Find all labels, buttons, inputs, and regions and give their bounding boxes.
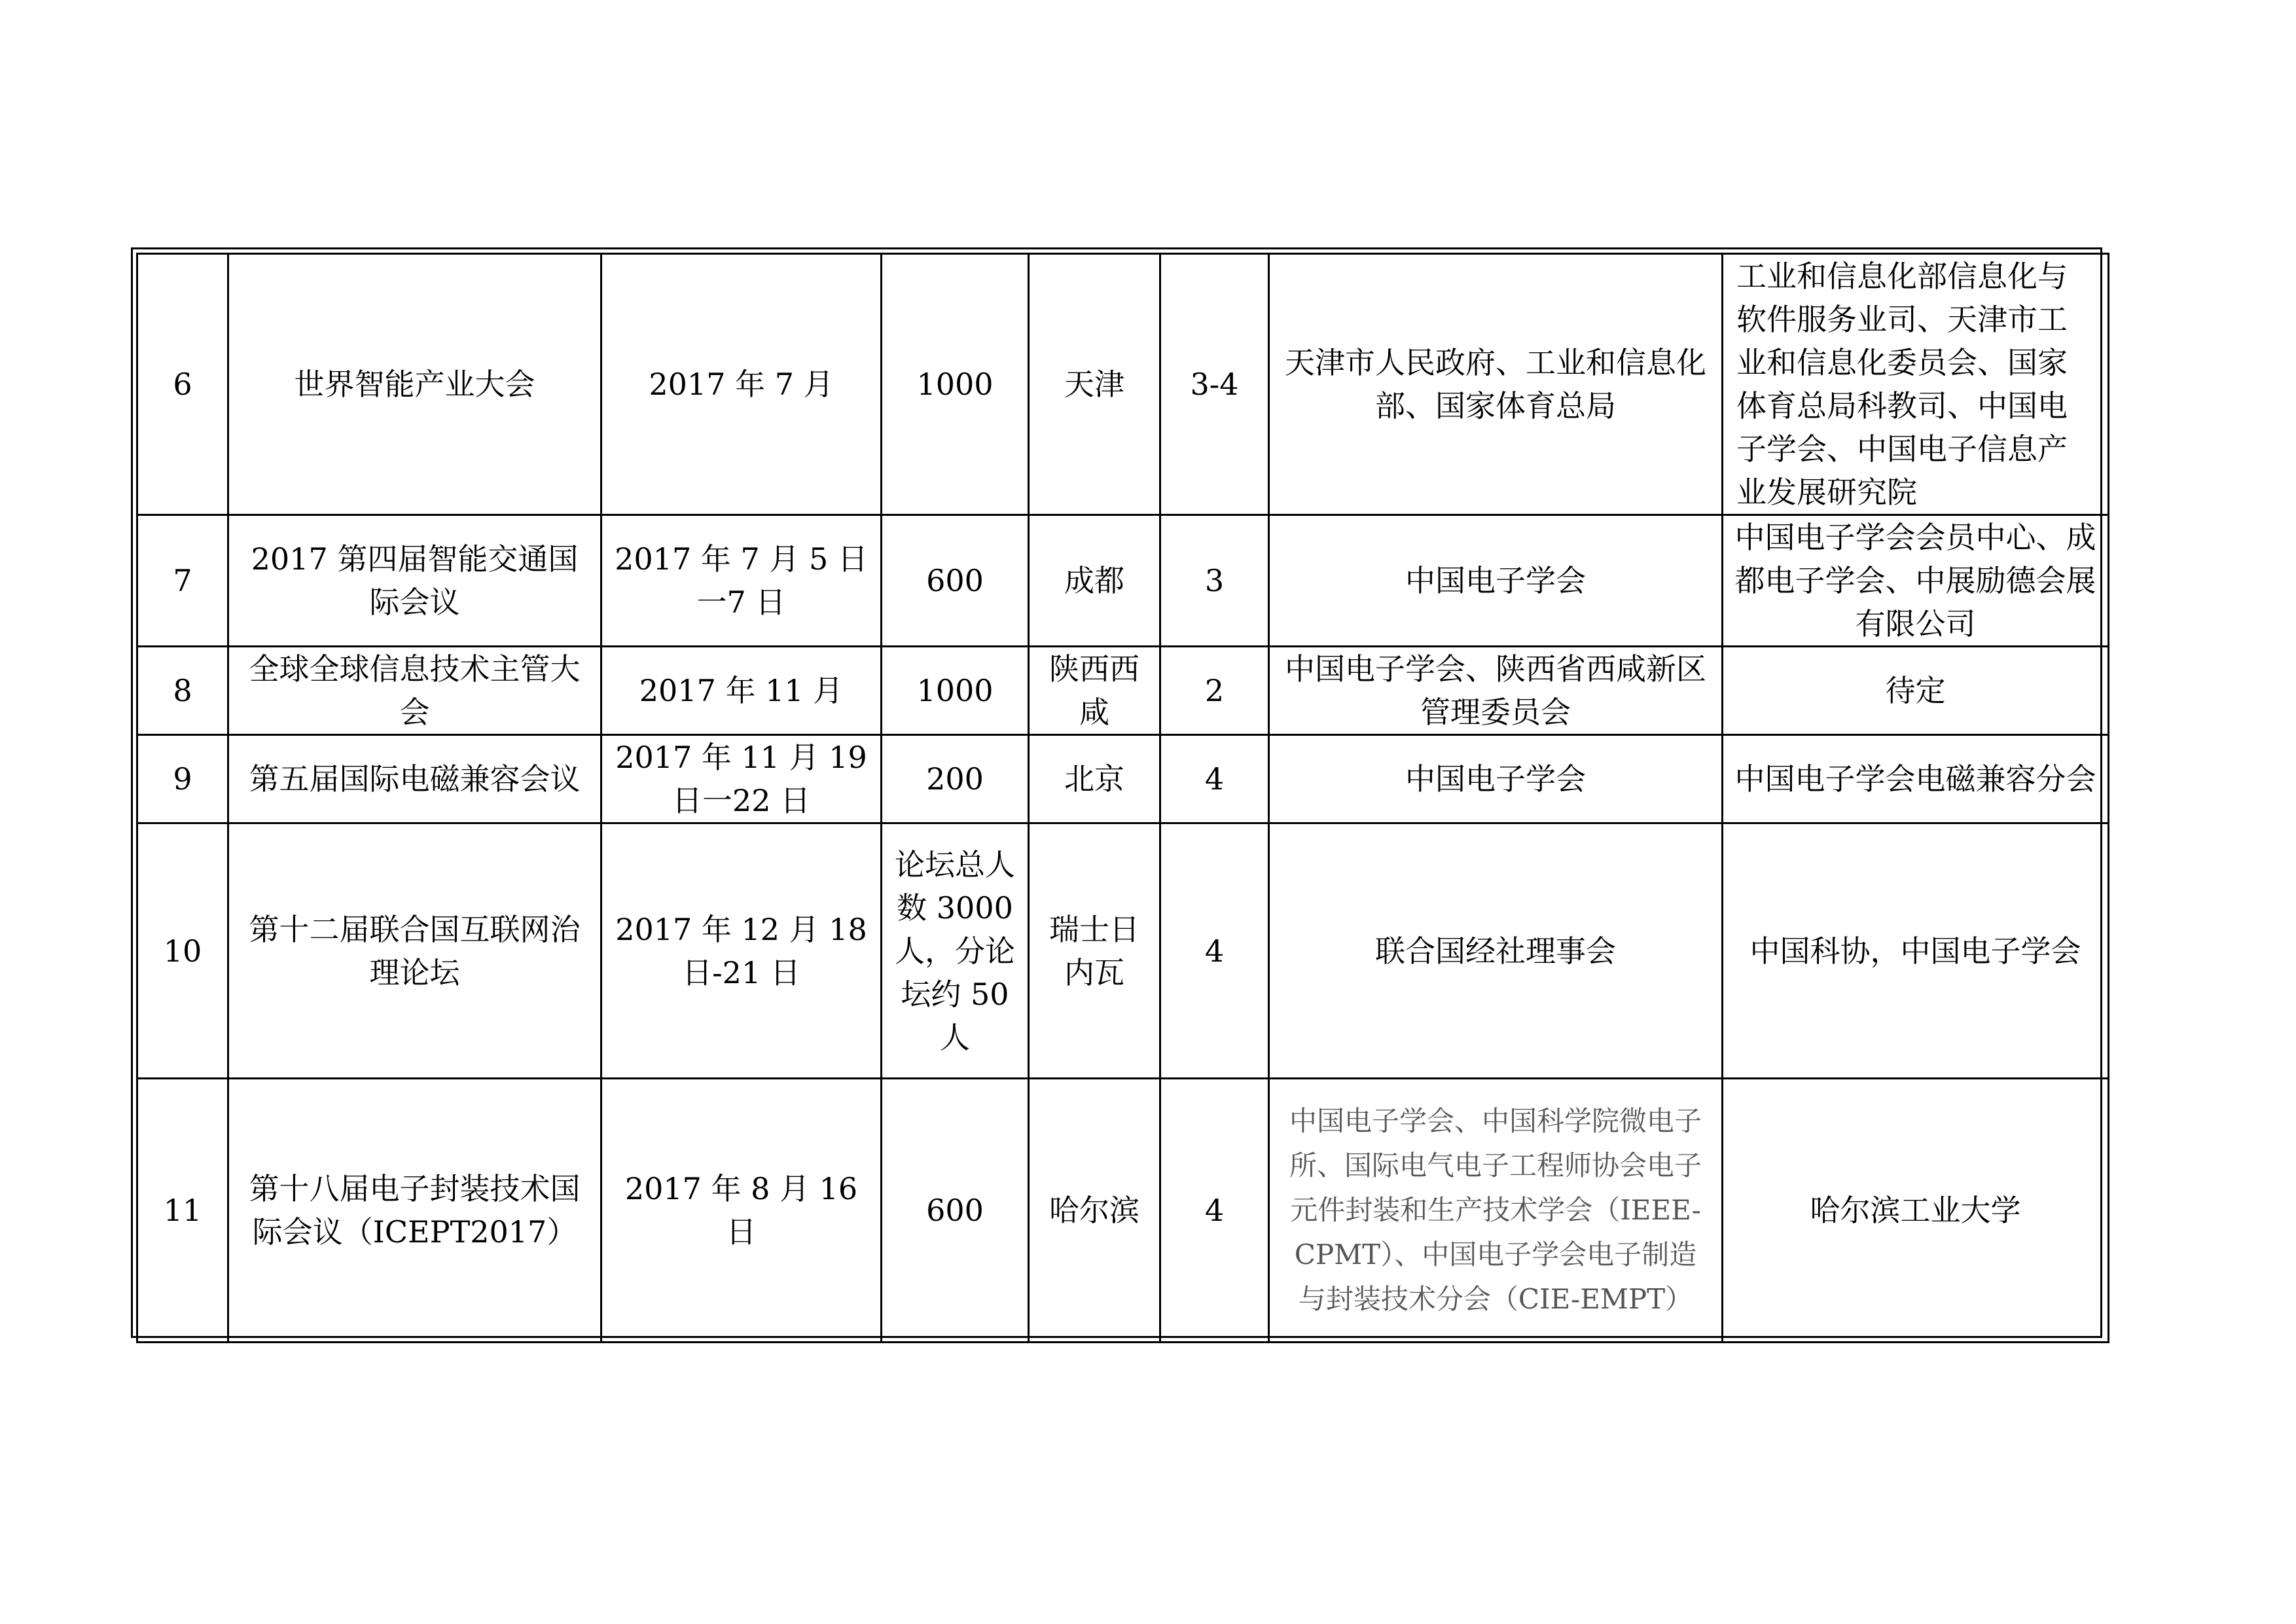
table-row [137,647,2109,735]
conference-time: 2017 年 11 月 19 日一22 日 [601,735,882,823]
conference-time: 2017 年 7 月 5 日一7 日 [601,515,882,647]
conference-name: 第十二届联合国互联网治理论坛 [228,823,601,1079]
conference-time: 2017 年 7 月 [601,254,882,515]
conference-organizer: 中国电子学会会员中心、成都电子学会、中展励德会展有限公司 [1723,515,2109,647]
table-row [137,823,2109,1079]
conference-scale: 600 [882,1079,1029,1343]
conference-scale: 600 [882,515,1029,647]
row-number: 7 [137,515,228,647]
table-row [137,254,2109,515]
conference-name: 第十八届电子封装技术国际会议（ICEPT2017） [228,1079,601,1343]
conference-organizer: 中国电子学会电磁兼容分会 [1723,735,2109,823]
row-number: 11 [137,1079,228,1343]
conference-scale: 1000 [882,254,1029,515]
row-number: 10 [137,823,228,1079]
row-number: 9 [137,735,228,823]
conference-scale: 1000 [882,647,1029,735]
conference-scale: 200 [882,735,1029,823]
conference-host: 中国电子学会、中国科学院微电子所、国际电气电子工程师协会电子元件封装和生产技术学会（IEEE-CPMT）、中国电子学会电子制造与封装技术分会（CIE-EMPT） [1269,1079,1723,1343]
conference-time: 2017 年 11 月 [601,647,882,735]
conference-host: 中国电子学会 [1269,515,1723,647]
conference-days: 4 [1160,823,1269,1079]
conference-organizer: 哈尔滨工业大学 [1723,1079,2109,1343]
conference-name: 2017 第四届智能交通国际会议 [228,515,601,647]
conference-time: 2017 年 12 月 18 日-21 日 [601,823,882,1079]
table-row [137,1079,2109,1343]
conference-days: 4 [1160,1079,1269,1343]
conference-place: 北京 [1029,735,1160,823]
conference-place: 哈尔滨 [1029,1079,1160,1343]
row-number: 6 [137,254,228,515]
conference-place: 陕西西咸 [1029,647,1160,735]
conference-days: 3-4 [1160,254,1269,515]
conference-organizer: 工业和信息化部信息化与软件服务业司、天津市工业和信息化委员会、国家体育总局科教司、中国电子学会、中国电子信息产业发展研究院 [1723,254,2109,515]
conference-name: 世界智能产业大会 [228,254,601,515]
conference-place: 瑞士日内瓦 [1029,823,1160,1079]
conference-name: 第五届国际电磁兼容会议 [228,735,601,823]
conference-name: 全球全球信息技术主管大会 [228,647,601,735]
conference-place: 成都 [1029,515,1160,647]
conference-organizer: 中国科协，中国电子学会 [1723,823,2109,1079]
conference-days: 2 [1160,647,1269,735]
table-row [137,735,2109,823]
conference-host: 中国电子学会 [1269,735,1723,823]
conference-host: 天津市人民政府、工业和信息化部、国家体育总局 [1269,254,1723,515]
conference-days: 3 [1160,515,1269,647]
table-row [137,515,2109,647]
conference-organizer: 待定 [1723,647,2109,735]
conference-time: 2017 年 8 月 16 日 [601,1079,882,1343]
conference-table [136,253,2109,1343]
conference-table-frame [131,247,2102,1338]
row-number: 8 [137,647,228,735]
conference-host: 中国电子学会、陕西省西咸新区管理委员会 [1269,647,1723,735]
conference-host: 联合国经社理事会 [1269,823,1723,1079]
conference-scale: 论坛总人数 3000 人，分论坛约 50 人 [882,823,1029,1079]
conference-place: 天津 [1029,254,1160,515]
conference-days: 4 [1160,735,1269,823]
